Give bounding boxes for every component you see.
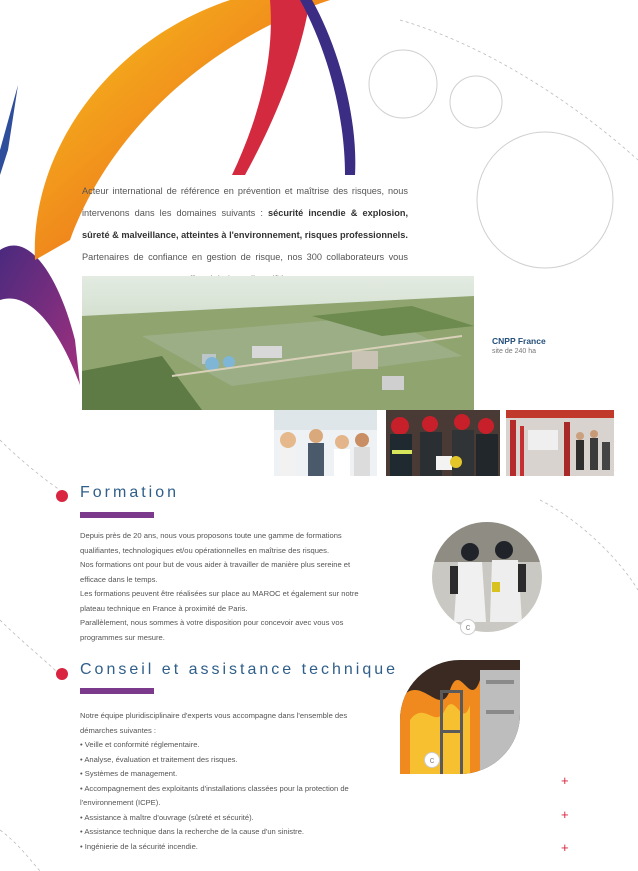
training-room-photo: [506, 410, 614, 476]
conseil-list-item: • Assistance à maître d'ouvrage (sûreté et sécurité).: [80, 812, 254, 822]
conseil-line: l'environnement (ICPE).: [80, 798, 161, 807]
intro-paragraph-2: Partenaires de confiance en gestion de risque, nos 300 collaborateurs vous: [82, 252, 408, 262]
intro-highlight: sécurité incendie & explosion, sûreté & malveillance, atteintes à l'environnement, risques professionnels.: [82, 208, 408, 240]
intro-paragraph-1: Acteur international de référence en prévention et maîtrise des risques, nous intervenons dans les domaines suivants : sécurité incendie & explosion, sûreté & malveillance, atteintes à l'environnement, risques professionnels.: [82, 186, 408, 240]
conseil-underline: [80, 688, 154, 694]
formation-line: efficace dans le temps.: [80, 574, 158, 584]
formation-title: Formation: [80, 484, 180, 501]
formation-line: qualifiantes, technologiques et/ou opérationnelles en maîtrise des risques.: [80, 545, 330, 555]
conseil-list-item: • Systèmes de management.: [80, 769, 178, 778]
conseil-text: [80, 709, 372, 854]
conseil-list-item: • Veille et conformité réglementaire.: [80, 740, 200, 749]
formation-underline: [80, 512, 154, 518]
formation-text: [80, 529, 370, 645]
firefighters-photo: [386, 410, 500, 476]
protective-suits-photo: [432, 522, 542, 632]
conseil-line: Notre équipe pluridisciplinaire d'experts vous accompagne dans l'ensemble des: [80, 711, 348, 720]
formation-line: Nos formations ont pour but de vous aider à travailler de manière plus sereine et: [80, 560, 351, 569]
conseil-line: démarches suivantes :: [80, 725, 156, 735]
conseil-list-item: • Ingénierie de la sécurité incendie.: [80, 841, 198, 851]
photo-caption-title: CNPP France: [492, 336, 546, 346]
formation-line: Depuis près de 20 ans, nous vous proposons toute une gamme de formations: [80, 531, 342, 540]
formation-line: programmes sur mesure.: [80, 632, 165, 642]
formation-line: plateau technique en France à proximité de Paris.: [80, 603, 248, 613]
plus-sign: +: [561, 773, 569, 788]
conseil-list-item: • Assistance technique dans la recherche de la cause d'un sinistre.: [80, 827, 305, 836]
conseil-bullet: [56, 668, 68, 680]
conseil-list-item: • Analyse, évaluation et traitement des risques.: [80, 754, 238, 764]
formation-line: Parallèlement, nous sommes à votre disposition pour concevoir avec vous vos: [80, 618, 344, 627]
plus-sign: +: [561, 840, 569, 855]
photo-caption-subtitle: site de 240 ha: [492, 348, 536, 355]
cnpp-logo-icon: c: [424, 752, 440, 768]
cnpp-logo-icon: c: [460, 619, 476, 635]
conseil-title: Conseil et assistance technique: [80, 661, 399, 678]
formation-bullet: [56, 490, 68, 502]
intro-text: [82, 180, 408, 290]
office-team-photo: [274, 410, 377, 476]
conseil-list-item: • Accompagnement des exploitants d'installations classées pour la protection de: [80, 783, 349, 793]
formation-line: Les formations peuvent être réalisées sur place au MAROC et également sur notre: [80, 589, 359, 598]
aerial-site-photo: [82, 276, 474, 410]
plus-sign: +: [561, 807, 569, 822]
